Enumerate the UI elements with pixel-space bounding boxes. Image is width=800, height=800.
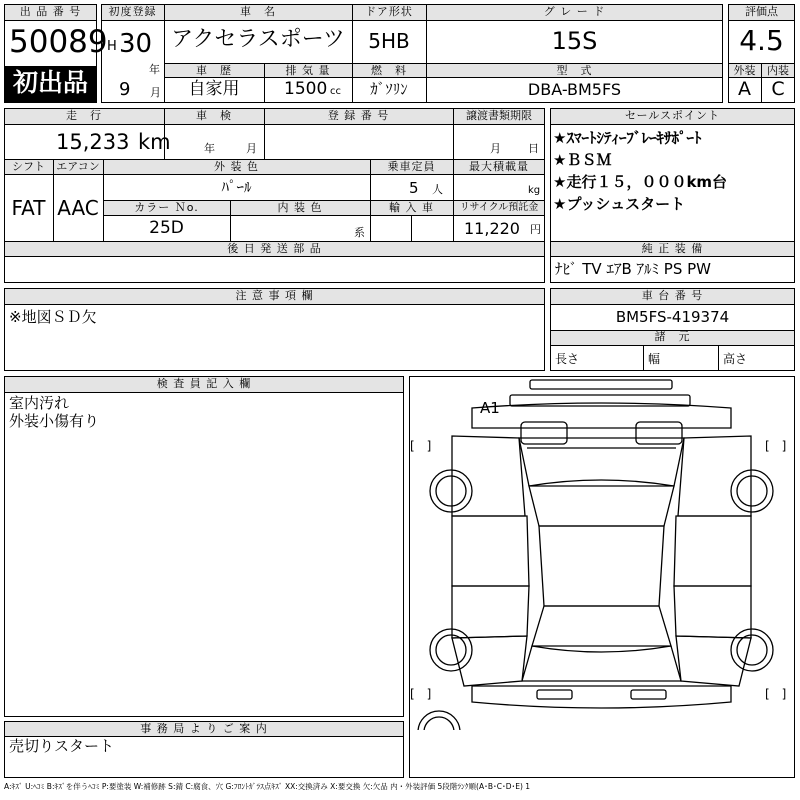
transfer-month-unit: 月 — [490, 142, 501, 155]
month-unit: 月 — [150, 86, 161, 99]
notes: ※地図ＳＤ欠 — [9, 308, 97, 326]
import-label: 輸 入 車 — [389, 201, 434, 214]
registration-year: 30 — [119, 29, 153, 59]
length-label: 長さ — [555, 352, 580, 366]
interior-label: 内装 — [767, 64, 789, 77]
aircon-label: エアコン — [56, 160, 100, 173]
color-number-label: カラー Ｎo. — [134, 201, 199, 214]
inspection-year-unit: 年 — [204, 142, 215, 155]
sales-points-label: セールスポイント — [624, 109, 720, 122]
history: 自家用 — [188, 79, 240, 99]
model-code: DBA-BM5FS — [527, 80, 622, 99]
score-label: 評価点 — [745, 5, 778, 18]
shift-label: シフト — [12, 160, 45, 173]
sales-point-item: ★ｽﾏｰﾄｼﾃｨｰﾌﾞﾚｰｷｻﾎﾟｰﾄ — [553, 129, 702, 147]
recycle-unit: 円 — [530, 223, 541, 236]
exterior-color: ﾊﾟｰﾙ — [221, 178, 252, 196]
lot-number-label: 出 品 番 号 — [19, 5, 82, 18]
height-label: 高さ — [723, 352, 748, 366]
grade: 15S — [551, 27, 598, 55]
bracket-mark: [ ] — [410, 439, 432, 453]
shift: FAT — [11, 196, 46, 220]
sales-point-item: ★ＢＳＭ — [553, 151, 612, 169]
model-code-label: 型 式 — [556, 64, 593, 77]
car-name-label: 車 名 — [240, 5, 276, 18]
grade-label: グ レ ー ド — [543, 5, 606, 18]
aircon: AAC — [57, 196, 99, 220]
interior-grade: C — [771, 78, 785, 100]
office-note: 売切りスタート — [9, 737, 115, 755]
mileage: 15,233 — [56, 130, 130, 154]
registration-month: 9 — [119, 79, 131, 100]
fuel-label: 燃 料 — [371, 64, 407, 77]
mileage-label: 走 行 — [66, 109, 102, 122]
history-label: 車 歴 — [196, 64, 232, 77]
equipment-label: 純 正 装 備 — [641, 242, 704, 255]
interior-color-unit: 系 — [354, 226, 365, 239]
fuel: ｶﾞｿﾘﾝ — [370, 80, 408, 98]
displacement-unit: cc — [330, 86, 341, 97]
displacement: 1500 — [284, 79, 328, 99]
inspector-note: 外装小傷有り — [9, 412, 100, 430]
score: 4.5 — [739, 24, 784, 57]
notes-label: 注 意 事 項 欄 — [235, 289, 314, 302]
displacement-label: 排 気 量 — [285, 64, 331, 77]
legend: A:ｷｽﾞ U:ﾍｺﾐ B:ｷｽﾞを伴うﾍｺﾐ P:要塗装 W:補修跡 S:錆 C:腐食、穴 G:ﾌﾛﾝﾄｶﾞﾗｽ点ｷｽﾞ XX:交換済み X:要交換 欠:欠品 内・外装評価 5段階ﾗﾝｸ順(A･B･C･D･E) 1 — [4, 782, 531, 791]
inspection-month-unit: 月 — [246, 142, 257, 155]
registration-number-label: 登 録 番 号 — [327, 109, 390, 122]
equipment: ﾅﾋﾞ TV ｴｱB ｱﾙﾐ PS PW — [555, 260, 711, 278]
exterior-label: 外装 — [733, 64, 756, 77]
capacity: 5 — [409, 179, 419, 197]
inspector-label: 検 査 員 記 入 欄 — [156, 377, 252, 390]
max-load-label: 最大積載量 — [469, 160, 529, 173]
first-registration-label: 初度登録 — [108, 5, 157, 18]
exterior-color-label: 外 装 色 — [214, 160, 259, 173]
door-label: ドア形状 — [365, 5, 413, 18]
car-damage-diagram — [409, 376, 794, 730]
transfer-deadline-label: 譲渡書類期限 — [466, 109, 532, 122]
capacity-label: 乗車定員 — [387, 160, 436, 173]
year-unit: 年 — [149, 63, 160, 76]
sales-point-item: ★走行１５，０００km台 — [553, 173, 728, 191]
specs-label: 諸 元 — [654, 330, 691, 343]
chassis-label: 車 台 番 号 — [641, 289, 704, 302]
max-load-unit: kg — [528, 185, 541, 196]
office-label: 事 務 局 よ り ご 案 内 — [140, 722, 268, 735]
damage-marker: A1 — [480, 399, 500, 417]
inspection-label: 車 検 — [196, 109, 232, 122]
bracket-mark: [ ] — [765, 439, 787, 453]
bracket-mark: [ ] — [765, 687, 787, 701]
later-parts-label: 後 日 発 送 部 品 — [227, 242, 322, 255]
era-letter: H — [107, 39, 117, 54]
transfer-day-unit: 日 — [528, 142, 539, 155]
lot-number: 50089 — [9, 24, 108, 60]
exterior-grade: A — [738, 78, 751, 100]
car-name: アクセラスポーツ — [171, 27, 345, 52]
mileage-unit: km — [138, 130, 171, 154]
recycle-label: リサイクル預託金 — [459, 202, 539, 213]
sales-point-item: ★プッシュスタート — [553, 195, 686, 213]
inspector-note: 室内汚れ — [9, 394, 70, 412]
color-number: 25D — [149, 218, 184, 238]
capacity-unit: 人 — [432, 183, 443, 196]
recycle-fee: 11,220 — [464, 219, 520, 238]
chassis-number: BM5FS-419374 — [615, 308, 730, 326]
bracket-mark: [ ] — [410, 687, 432, 701]
door-type: 5HB — [368, 29, 410, 53]
first-listing-text: 初出品 — [12, 68, 88, 97]
width-label: 幅 — [648, 352, 661, 366]
interior-color-label: 内 装 色 — [277, 201, 323, 214]
